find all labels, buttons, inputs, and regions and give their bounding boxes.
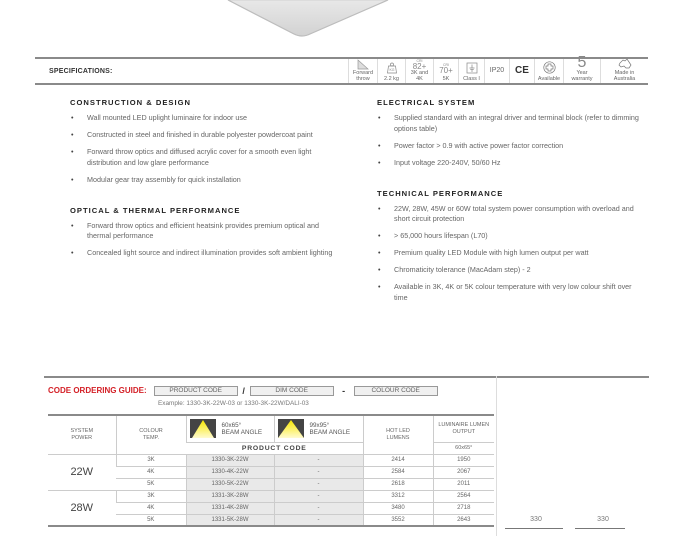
spec-forward-throw: Forward throw bbox=[348, 59, 377, 83]
ce-mark-icon: CE bbox=[515, 64, 529, 76]
construction-title: CONSTRUCTION & DESIGN bbox=[70, 98, 191, 107]
electrical-list bbox=[377, 113, 647, 168]
spec-emergency: Available bbox=[534, 59, 563, 83]
list-item: • Forward throw optics and efficient heatsink provides premium optical and thermal performance bbox=[70, 221, 340, 242]
list-item: • > 65,000 hours lifespan (L70) bbox=[377, 231, 647, 242]
header-hot-led-lumens: HOT LED LUMENS bbox=[363, 415, 433, 454]
dimension-line bbox=[505, 528, 563, 529]
code-guide-rule bbox=[44, 376, 649, 378]
list-item: • Constructed in steel and finished in durable polyester powdercoat paint bbox=[70, 130, 340, 141]
optical-list bbox=[70, 221, 340, 259]
australia-icon bbox=[618, 58, 632, 70]
slash-separator: / bbox=[242, 385, 245, 396]
spec-weight: KG 2.2 kg bbox=[377, 59, 405, 83]
dim-code-box: DIM CODE bbox=[250, 386, 334, 396]
cri-82-icon: CRI 82+ bbox=[412, 59, 427, 71]
header-colour-temp: COLOUR TEMP. bbox=[116, 415, 186, 454]
list-item: • Supplied standard with an integral driver and terminal block (refer to dimming options table) bbox=[377, 113, 647, 134]
list-item: • 22W, 28W, 45W or 60W total system power consumption with overload and short circuit protection bbox=[377, 204, 647, 225]
list-item: • Input voltage 220-240V, 50/60 Hz bbox=[377, 158, 647, 169]
code-guide-title: CODE ORDERING GUIDE: bbox=[48, 386, 147, 395]
spec-ce bbox=[509, 59, 534, 83]
header-product-code: PRODUCT CODE bbox=[186, 442, 363, 454]
table-row: 4K 1330-4K-22W - 2584 2067 bbox=[48, 466, 494, 478]
code-example: Example: 1330-3K-22W-03 or 1330-3K-22W/DALI-03 bbox=[158, 400, 309, 407]
header-luminaire-sub: 60x65° bbox=[433, 442, 494, 454]
power-28w: 28W bbox=[48, 490, 116, 526]
spec-class-i: Class I bbox=[458, 59, 484, 83]
specifications-label: SPECIFICATIONS: bbox=[49, 67, 113, 75]
beam-angle-narrow-icon bbox=[190, 419, 216, 438]
header-beam-60x65: 60x65° BEAM ANGLE bbox=[186, 415, 274, 442]
beam-angle-wide-icon bbox=[278, 419, 304, 438]
table-row: 28W 3K 1331-3K-28W - 3312 2564 bbox=[48, 490, 494, 502]
list-item: • Modular gear tray assembly for quick installation bbox=[70, 175, 340, 186]
header-system-power: SYSTEM POWER bbox=[48, 415, 116, 454]
emergency-available-icon bbox=[543, 59, 556, 76]
product-code-box: PRODUCT CODE bbox=[154, 386, 238, 396]
list-item: • Forward throw optics and diffused acrylic cover for a smooth even light distribution and low glare performance bbox=[70, 147, 340, 168]
dimension-line bbox=[575, 528, 625, 529]
table-row: 5K 1331-5K-28W - 3552 2643 bbox=[48, 514, 494, 526]
list-item: • Chromaticity tolerance (MacAdam step) - 2 bbox=[377, 265, 647, 276]
construction-list bbox=[70, 113, 340, 185]
dash-separator: - bbox=[342, 385, 346, 396]
list-item: • Available in 3K, 4K or 5K colour temperature with very low colour shift over time bbox=[377, 282, 647, 303]
table-row: 22W 3K 1330-3K-22W - 2414 1950 bbox=[48, 454, 494, 466]
spec-warranty: 5 Year warranty bbox=[563, 59, 600, 83]
optical-title: OPTICAL & THERMAL PERFORMANCE bbox=[70, 205, 241, 215]
forward-throw-icon bbox=[357, 59, 369, 70]
table-row: 4K 1331-4K-28W - 3480 2718 bbox=[48, 502, 494, 514]
table-row: 5K 1330-5K-22W - 2618 2011 bbox=[48, 478, 494, 490]
right-column bbox=[377, 98, 647, 310]
weight-icon bbox=[386, 59, 398, 76]
electrical-title: ELECTRICAL SYSTEM bbox=[377, 98, 476, 107]
list-item: • Power factor > 0.9 with active power factor correction bbox=[377, 141, 647, 152]
warranty-icon: 5 bbox=[577, 54, 587, 71]
cri-70-icon: CRI 70+ bbox=[439, 62, 453, 75]
dimension-depth: 330 bbox=[597, 516, 609, 523]
left-column bbox=[70, 98, 340, 265]
product-code-table bbox=[48, 414, 494, 527]
colour-code-box: COLOUR CODE bbox=[354, 386, 438, 396]
technical-list bbox=[377, 204, 647, 304]
divider bbox=[496, 376, 497, 536]
product-image bbox=[0, 0, 696, 48]
spec-ip20 bbox=[484, 59, 509, 83]
spec-made-in-australia: Made in Australia bbox=[600, 59, 648, 83]
list-item: • Premium quality LED Module with high lumen output per watt bbox=[377, 248, 647, 259]
header-beam-99x95: 99x95° BEAM ANGLE bbox=[274, 415, 363, 442]
dimension-width: 330 bbox=[530, 516, 542, 523]
ip20-icon: IP20 bbox=[489, 66, 505, 74]
svg-text:KG: KG bbox=[388, 67, 395, 72]
class-i-icon bbox=[466, 59, 478, 76]
technical-title: TECHNICAL PERFORMANCE bbox=[377, 188, 504, 198]
list-item: • Concealed light source and indirect illumination provides soft ambient lighting bbox=[70, 248, 340, 259]
power-22w: 22W bbox=[48, 454, 116, 490]
spec-cri-70: CRI 70+ 5K bbox=[433, 59, 458, 83]
specifications-bar bbox=[35, 54, 648, 85]
spec-cri-82: CRI 82+ 3K and 4K bbox=[405, 59, 433, 83]
code-ordering-guide bbox=[48, 385, 438, 396]
header-luminaire-output: LUMINAIRE LUMEN OUTPUT bbox=[433, 415, 494, 442]
list-item: • Wall mounted LED uplight luminaire for indoor use bbox=[70, 113, 340, 124]
